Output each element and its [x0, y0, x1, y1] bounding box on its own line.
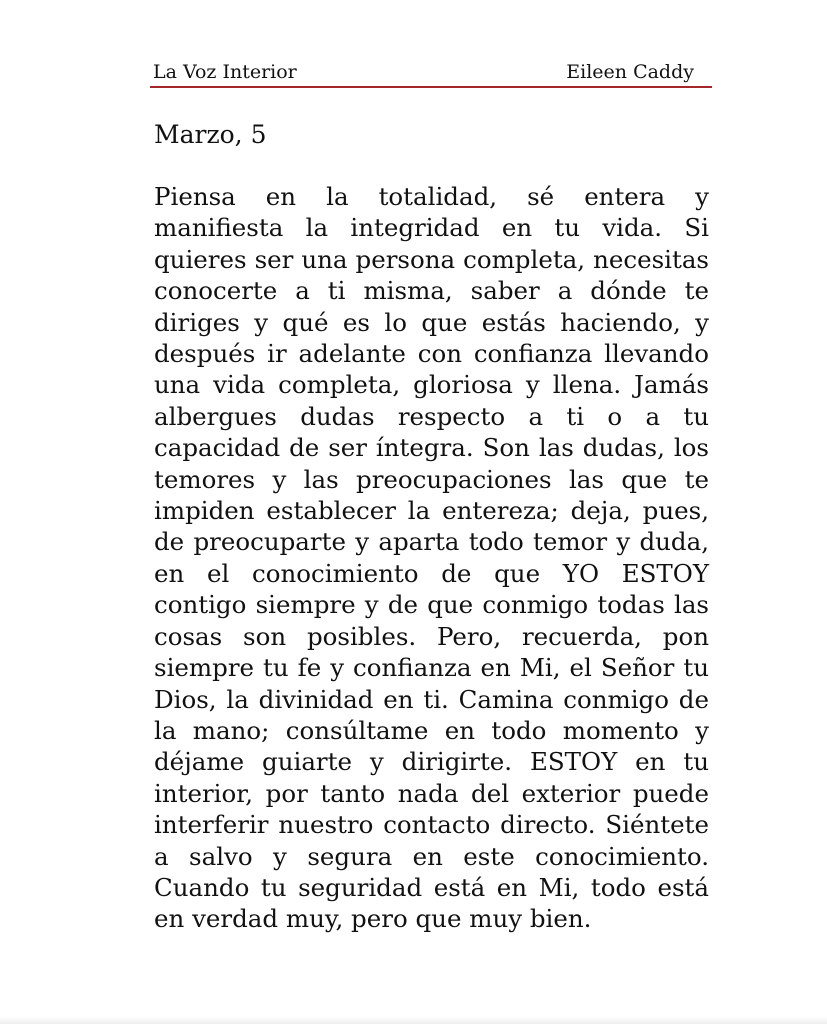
- author-name: Eileen Caddy: [566, 61, 694, 83]
- book-title: La Voz Interior: [153, 61, 297, 83]
- entry-body: Piensa en la totalidad, sé entera y manifiesta la integridad en tu vida. Si quieres ser una persona completa, necesitas conocerte a ti misma, saber a dónde te diriges y qué es lo que estás haciendo, y después ir adelante con confianza llevando una vida completa, gloriosa y llena. Jamás albergues dudas respecto a ti o a tu capacidad de ser íntegra. Son las dudas, los temores y las preocupaciones las que te impiden establecer la entereza; deja, pues, de preocuparte y aparta todo temor y duda, en el conocimiento de que YO ESTOY contigo siempre y de que conmigo todas las cosas son posibles. Pero, recuerda, pon siempre tu fe y confianza en Mi, el Señor tu Dios, la divinidad en ti. Camina conmigo de la mano; consúltame en todo momento y déjame guiarte y dirigirte. ESTOY en tu interior, por tanto nada del exterior puede interferir nuestro contacto directo. Siéntete a salvo y segura en este conocimiento. Cuando tu seguridad está en Mi, todo está en verdad muy, pero que muy bien.: [154, 182, 709, 934]
- running-header: [150, 58, 712, 88]
- entry-date: Marzo, 5: [154, 120, 267, 149]
- page-bottom-edge: [0, 1016, 827, 1024]
